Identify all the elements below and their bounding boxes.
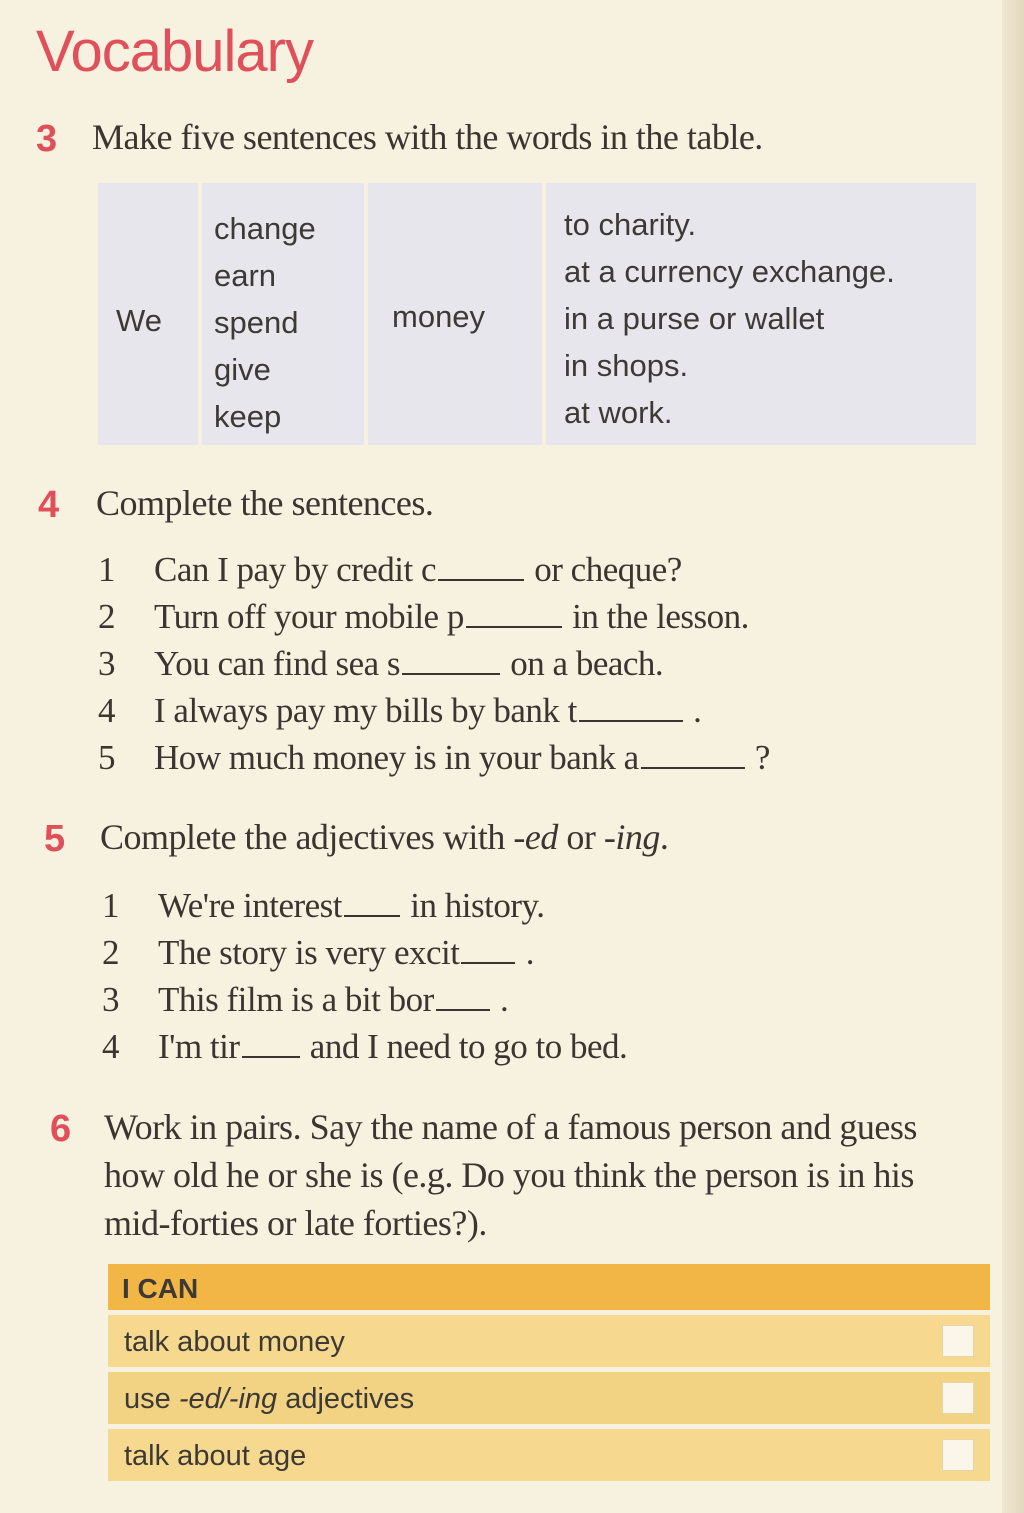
checklist-label <box>124 1383 414 1415</box>
label-text: adjectives <box>277 1383 415 1415</box>
item-text: and I need to go to bed. <box>309 1027 628 1066</box>
list-item <box>98 687 770 734</box>
item-number: 3 <box>102 980 119 1019</box>
table-subject-column <box>98 183 198 445</box>
list-item <box>98 640 770 687</box>
exercise-5-number: 5 <box>44 818 66 860</box>
exercise-3-number: 3 <box>36 118 58 160</box>
table-verb-column <box>202 183 364 445</box>
exercise-5-instruction <box>100 816 668 858</box>
item-number: 1 <box>98 550 115 589</box>
list-item <box>102 929 627 976</box>
table-ending: in a purse or wallet <box>564 301 825 336</box>
item-text: This film is a bit bor <box>158 980 434 1019</box>
exercise-6-number: 6 <box>50 1108 72 1150</box>
answer-blank[interactable] <box>402 645 500 675</box>
list-item <box>98 734 770 781</box>
item-number: 4 <box>102 1027 119 1066</box>
item-text: Turn off your mobile p <box>154 597 464 636</box>
item-text: The story is very excit <box>158 933 460 972</box>
exercise-6-text: Work in pairs. Say the name of a famous person and guess how old he or she is (e.g. Do you think the person is in his mid-forties or late forties?). <box>104 1107 917 1243</box>
table-verb: spend <box>214 305 299 340</box>
answer-blank[interactable] <box>242 1028 300 1058</box>
checkbox[interactable] <box>942 1325 974 1357</box>
exercise-5-list <box>102 882 627 1070</box>
table-verb: give <box>214 352 271 387</box>
item-text: How much money is in your bank a <box>154 738 639 777</box>
checkbox[interactable] <box>942 1439 974 1471</box>
item-text: in history. <box>410 886 545 925</box>
i-can-heading: I CAN <box>108 1264 990 1310</box>
item-text: I'm tir <box>158 1027 240 1066</box>
item-text: or cheque? <box>534 550 682 589</box>
i-can-checklist <box>108 1264 990 1481</box>
item-number: 4 <box>98 691 115 730</box>
instruction-text: . <box>659 817 669 857</box>
suffix-ing: -ing <box>603 817 660 857</box>
instruction-text: or <box>557 817 604 857</box>
table-verb: keep <box>214 399 282 434</box>
table-ending: to charity. <box>564 207 697 242</box>
checklist-row <box>108 1315 990 1367</box>
exercise-4-number: 4 <box>38 484 60 526</box>
table-subject: We <box>116 303 162 338</box>
answer-blank[interactable] <box>579 692 683 722</box>
item-number: 5 <box>98 738 115 777</box>
item-text: . <box>693 691 702 730</box>
exercise-3-instruction: Make five sentences with the words in the table. <box>92 117 763 157</box>
item-text: I always pay my bills by bank t <box>154 691 577 730</box>
item-text: We're interest <box>158 886 343 925</box>
item-text: . <box>525 933 534 972</box>
list-item <box>98 546 770 593</box>
checklist-row <box>108 1429 990 1481</box>
item-text: on a beach. <box>510 644 664 683</box>
table-ending: at work. <box>564 395 673 430</box>
label-suffixes: -ed/-ing <box>178 1383 278 1415</box>
checkbox[interactable] <box>942 1382 974 1414</box>
checklist-label: talk about age <box>124 1440 307 1472</box>
answer-blank[interactable] <box>436 981 490 1011</box>
table-ending: at a currency exchange. <box>564 254 895 289</box>
checklist-label: talk about money <box>124 1326 345 1358</box>
answer-blank[interactable] <box>344 887 400 917</box>
answer-blank[interactable] <box>461 934 515 964</box>
list-item <box>98 593 770 640</box>
item-text: You can find sea s <box>154 644 401 683</box>
instruction-text: Complete the adjectives with <box>100 817 514 857</box>
checklist-row <box>108 1372 990 1424</box>
word-table <box>98 183 976 445</box>
table-verb: change <box>214 211 316 246</box>
table-object: money <box>392 299 486 334</box>
item-number: 3 <box>98 644 115 683</box>
answer-blank[interactable] <box>641 739 745 769</box>
table-object-column <box>368 183 542 445</box>
label-text: use <box>124 1383 179 1415</box>
table-ending-column <box>546 183 976 445</box>
list-item <box>102 976 627 1023</box>
answer-blank[interactable] <box>438 551 524 581</box>
item-text: ? <box>754 738 770 777</box>
suffix-ed: -ed <box>513 817 558 857</box>
table-ending: in shops. <box>564 348 689 383</box>
page-edge <box>1002 0 1024 1513</box>
item-number: 1 <box>102 886 119 925</box>
item-text: in the lesson. <box>572 597 749 636</box>
list-item <box>102 882 627 929</box>
table-verb: earn <box>214 258 277 293</box>
exercise-4-list <box>98 546 770 781</box>
exercise-4-instruction: Complete the sentences. <box>96 483 434 523</box>
item-number: 2 <box>102 933 119 972</box>
item-number: 2 <box>98 597 115 636</box>
item-text: Can I pay by credit c <box>154 550 437 589</box>
item-text: . <box>500 980 509 1019</box>
list-item <box>102 1023 627 1070</box>
answer-blank[interactable] <box>466 598 562 628</box>
section-title: Vocabulary <box>36 19 313 84</box>
